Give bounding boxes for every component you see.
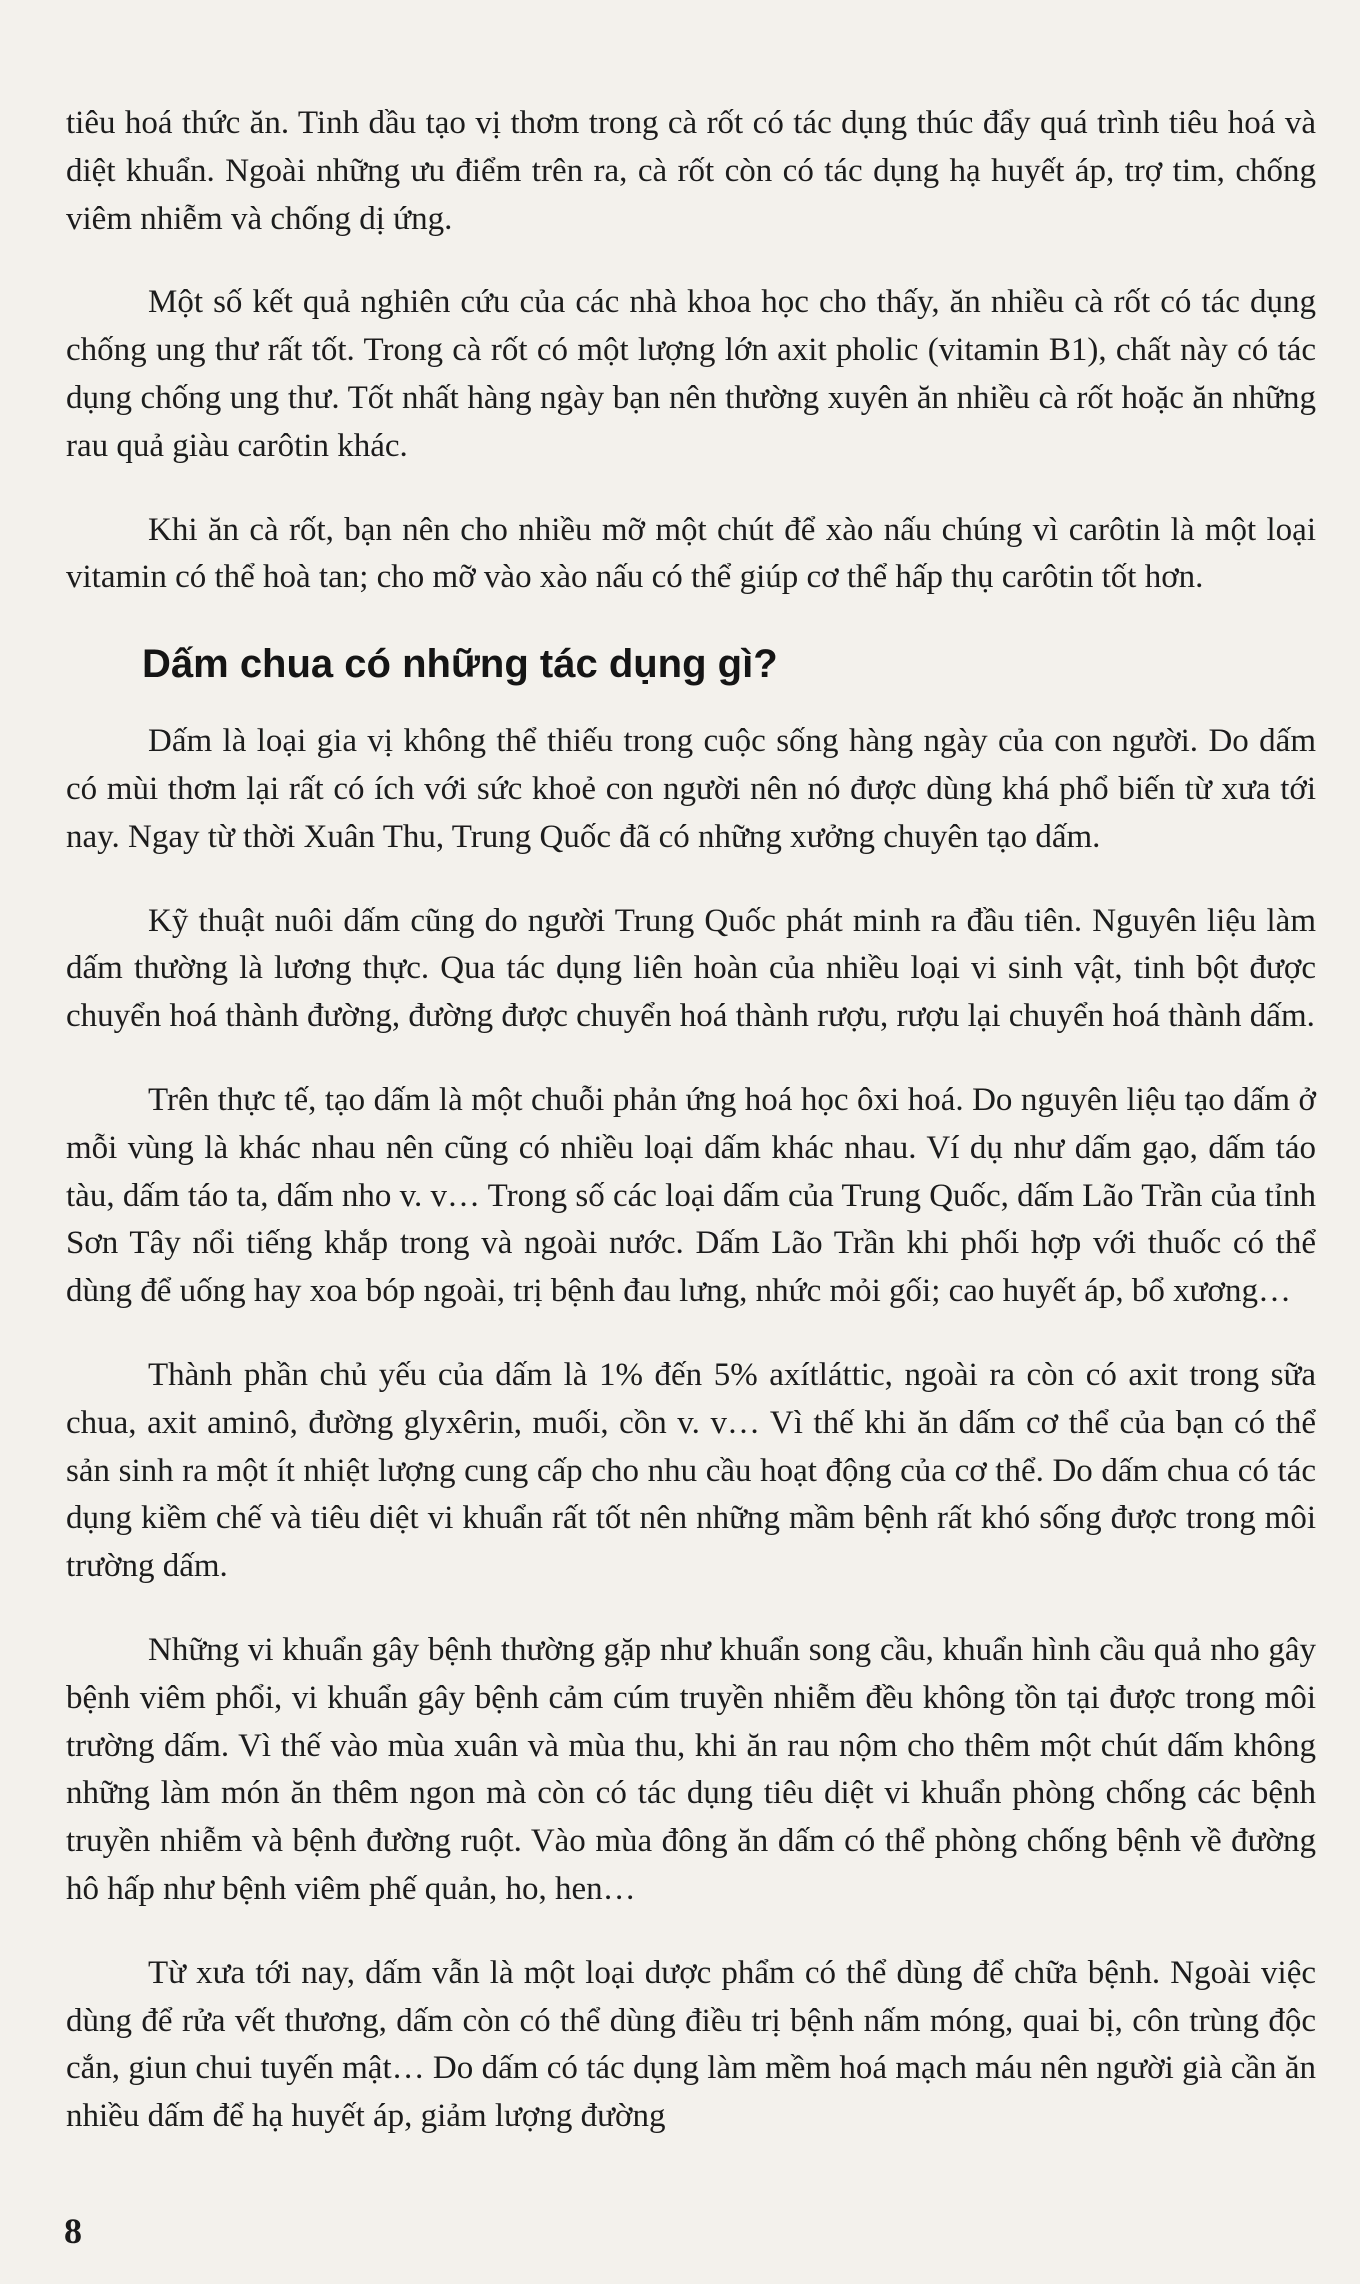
page-number: 8 (64, 2211, 82, 2251)
paragraph: Khi ăn cà rốt, bạn nên cho nhiều mỡ một chút để xào nấu chúng vì carôtin là một loại vitamin có thể hoà tan; cho mỡ vào xào nấu có thể giúp cơ thể hấp thụ carôtin tốt hơn. (66, 511, 1316, 596)
paragraph: tiêu hoá thức ăn. Tinh dầu tạo vị thơm trong cà rốt có tác dụng thúc đẩy quá trình tiêu hoá và diệt khuẩn. Ngoài những ưu điểm trên ra, cà rốt còn có tác dụng hạ huyết áp, trợ tim, chống viêm nhiễm và chống dị ứng. (66, 105, 1316, 237)
paragraph: Từ xưa tới nay, dấm vẫn là một loại dược phẩm có thể dùng để chữa bệnh. Ngoài việc dùng để rửa vết thương, dấm còn có thể dùng điều trị bệnh nấm móng, quai bị, côn trùng độc cắn, giun chui tuyến mật… Do dấm có tác dụng làm mềm hoá mạch máu nên người già cần ăn nhiều dấm để hạ huyết áp, giảm lượng đường (66, 1954, 1316, 2135)
section-heading: Dấm chua có những tác dụng gì? (142, 642, 778, 687)
paragraph: Kỹ thuật nuôi dấm cũng do người Trung Quốc phát minh ra đầu tiên. Nguyên liệu làm dấm thường là lương thực. Qua tác dụng liên hoàn của nhiều loại vi sinh vật, tinh bột được chuyển hoá thành đường, đường được chuyển hoá thành rượu, rượu lại chuyển hoá thành dấm. (66, 902, 1316, 1035)
paragraph: Dấm là loại gia vị không thể thiếu trong cuộc sống hàng ngày của con người. Do dấm có mùi thơm lại rất có ích với sức khoẻ con người nên nó được dùng khá phổ biến từ xưa tới nay. Ngay từ thời Xuân Thu, Trung Quốc đã có những xưởng chuyên tạo dấm. (66, 723, 1316, 855)
paragraph: Trên thực tế, tạo dấm là một chuỗi phản ứng hoá học ôxi hoá. Do nguyên liệu tạo dấm ở mỗi vùng là khác nhau nên cũng có nhiều loại dấm khác nhau. Ví dụ như dấm gạo, dấm táo tàu, dấm táo ta, dấm nho v. v… Trong số các loại dấm của Trung Quốc, dấm Lão Trần của tỉnh Sơn Tây nổi tiếng khắp trong và ngoài nước. Dấm Lão Trần khi phối hợp với thuốc có thể dùng để uống hay xoa bóp ngoài, trị bệnh đau lưng, nhức mỏi gối; cao huyết áp, bổ xương… (66, 1081, 1316, 1310)
page-body (66, 100, 1316, 2177)
paragraph: Thành phần chủ yếu của dấm là 1% đến 5% axítláttic, ngoài ra còn có axit trong sữa chua, axit aminô, đường glyxêrin, muối, cồn v. v… Vì thế khi ăn dấm cơ thể của bạn có thể sản sinh ra một ít nhiệt lượng cung cấp cho nhu cầu hoạt động của cơ thể. Do dấm chua có tác dụng kiềm chế và tiêu diệt vi khuẩn rất tốt nên những mầm bệnh rất khó sống được trong môi trường dấm. (66, 1356, 1316, 1585)
paragraph: Một số kết quả nghiên cứu của các nhà khoa học cho thấy, ăn nhiều cà rốt có tác dụng chống ung thư rất tốt. Trong cà rốt có một lượng lớn axit pholic (vitamin B1), chất này có tác dụng chống ung thư. Tốt nhất hàng ngày bạn nên thường xuyên ăn nhiều cà rốt hoặc ăn những rau quả giàu carôtin khác. (66, 284, 1316, 464)
paragraph: Những vi khuẩn gây bệnh thường gặp như khuẩn song cầu, khuẩn hình cầu quả nho gây bệnh viêm phổi, vi khuẩn gây bệnh cảm cúm truyền nhiễm đều không tồn tại được trong môi trường dấm. Vì thế vào mùa xuân và mùa thu, khi ăn rau nộm cho thêm một chút dấm không những làm món ăn thêm ngon mà còn có tác dụng tiêu diệt vi khuẩn phòng chống các bệnh truyền nhiễm và bệnh đường ruột. Vào mùa đông ăn dấm có thể phòng chống bệnh về đường hô hấp như bệnh viêm phế quản, ho, hen… (66, 1631, 1316, 1907)
